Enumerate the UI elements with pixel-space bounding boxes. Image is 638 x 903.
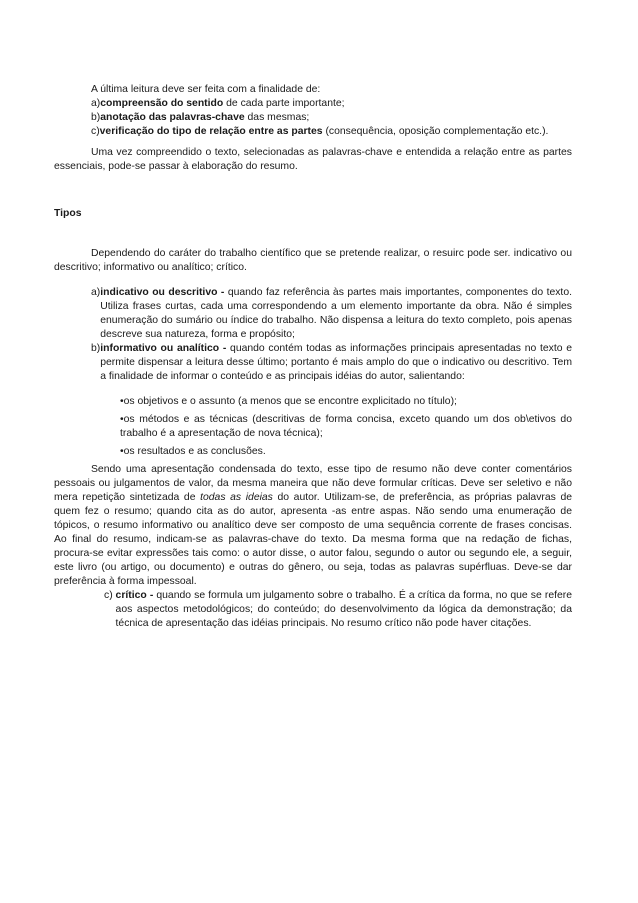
intro-item-c (91, 125, 572, 139)
summary-paragraph: Sendo uma apresentação condensada do texto, esse tipo de resumo não deve conter comentários pessoais ou julgamentos de valor, da mesma maneira que não deve formular críticas. Deve ser seletivo e não mera repetição sintetizada de todas as ideias do autor. Utilizam-se, de preferência, as próprias palavras de quem fez o resumo; quando cita as do autor, apresenta -as entre aspas. Não sendo uma enumeração de tópicos, o resumo informativo ou analítico deve ser composto de uma sequência corrente de frases concisas. Ao final do resumo, indicam-se as palavras-chave do texto. Da mesma forma que na redação de fichas, procura-se evitar expressões tais como: o autor disse, o autor falou, segundo o autor ou segundo ele, a seguir, este livro (ou artigo, ou documento) e outras do gênero, ou seja, todas as palavras supérfluas. Deve-se dar preferência à forma impessoal. (54, 464, 573, 587)
section-lead: Dependendo do caráter do trabalho científico que se pretende realizar, o resuirc pode ser. indicativo ou descritivo; informativo ou analítico; crítico. (54, 248, 572, 273)
item-marker: c) (91, 126, 100, 137)
intro-item-a (91, 97, 572, 111)
item-rest: quando faz referência às partes mais importantes, componentes do texto. Utiliza frases curtas, cada uma correspondendo a um elemento importante da obra. Não é simples enumeração do sumário ou índice do trabalho. Não dispensa a leitura do texto completo, pois apenas descreve sua natureza, forma e propósito; (100, 287, 572, 340)
item-rest: das mesmas; (244, 112, 310, 123)
item-bold: indicativo ou descritivo - (100, 287, 225, 298)
item-marker: a) (91, 98, 101, 109)
type-item-critico (104, 589, 572, 631)
bullet-item: •os resultados e as conclusões. (120, 446, 266, 457)
item-marker: c) (104, 590, 116, 601)
intro-item-b (91, 111, 572, 125)
item-bold: compreensão do sentido (100, 98, 224, 109)
item-rest: (consequência, oposição complementação etc.). (322, 126, 549, 137)
intro-lead: A última leitura deve ser feita com a finalidade de: (91, 84, 321, 95)
item-rest: quando se formula um julgamento sobre o trabalho. É a crítica da forma, no que se refere aos aspectos metodológicos; do conteúdo; do desenvolvimento da lógica da demonstração; da técnica de apresentação das idéias principais. No resumo crítico não pode haver citações. (115, 590, 573, 629)
item-bold: verificação do tipo de relação entre as partes (99, 126, 323, 137)
type-item-informativo (91, 342, 572, 384)
item-rest: quando contém todas as informações principais apresentadas no texto e permite dispensar a leitura desse último; portanto é mais amplo do que o indicativo ou descritivo. Tem a finalidade de informar o conteúdo e as principais idéias do autor, salientando: (100, 343, 573, 382)
item-marker: b) (91, 343, 101, 354)
item-marker: a) (91, 287, 101, 298)
item-marker: b) (91, 112, 101, 123)
item-bold: crítico - (115, 590, 154, 601)
item-bold: informativo ou analítico - (100, 343, 227, 354)
type-item-indicativo (91, 286, 572, 342)
section-heading: Tipos (54, 208, 82, 219)
bullet-item: •os métodos e as técnicas (descritivas de forma concisa, exceto quando um dos ob\etivos do trabalho é a apresentação de nova técnica); (120, 414, 572, 439)
italic-emphasis: todas as ideias (200, 492, 273, 503)
bullet-item: •os objetivos e o assunto (a menos que se encontre explicitado no título); (120, 396, 457, 407)
item-bold: anotação das palavras-chave (100, 112, 245, 123)
item-rest: de cada parte importante; (223, 98, 345, 109)
intro-after-paragraph: Uma vez compreendido o texto, selecionadas as palavras-chave e entendida a relação entre as partes essenciais, pode-se passar à elaboração do resumo. (54, 147, 572, 172)
